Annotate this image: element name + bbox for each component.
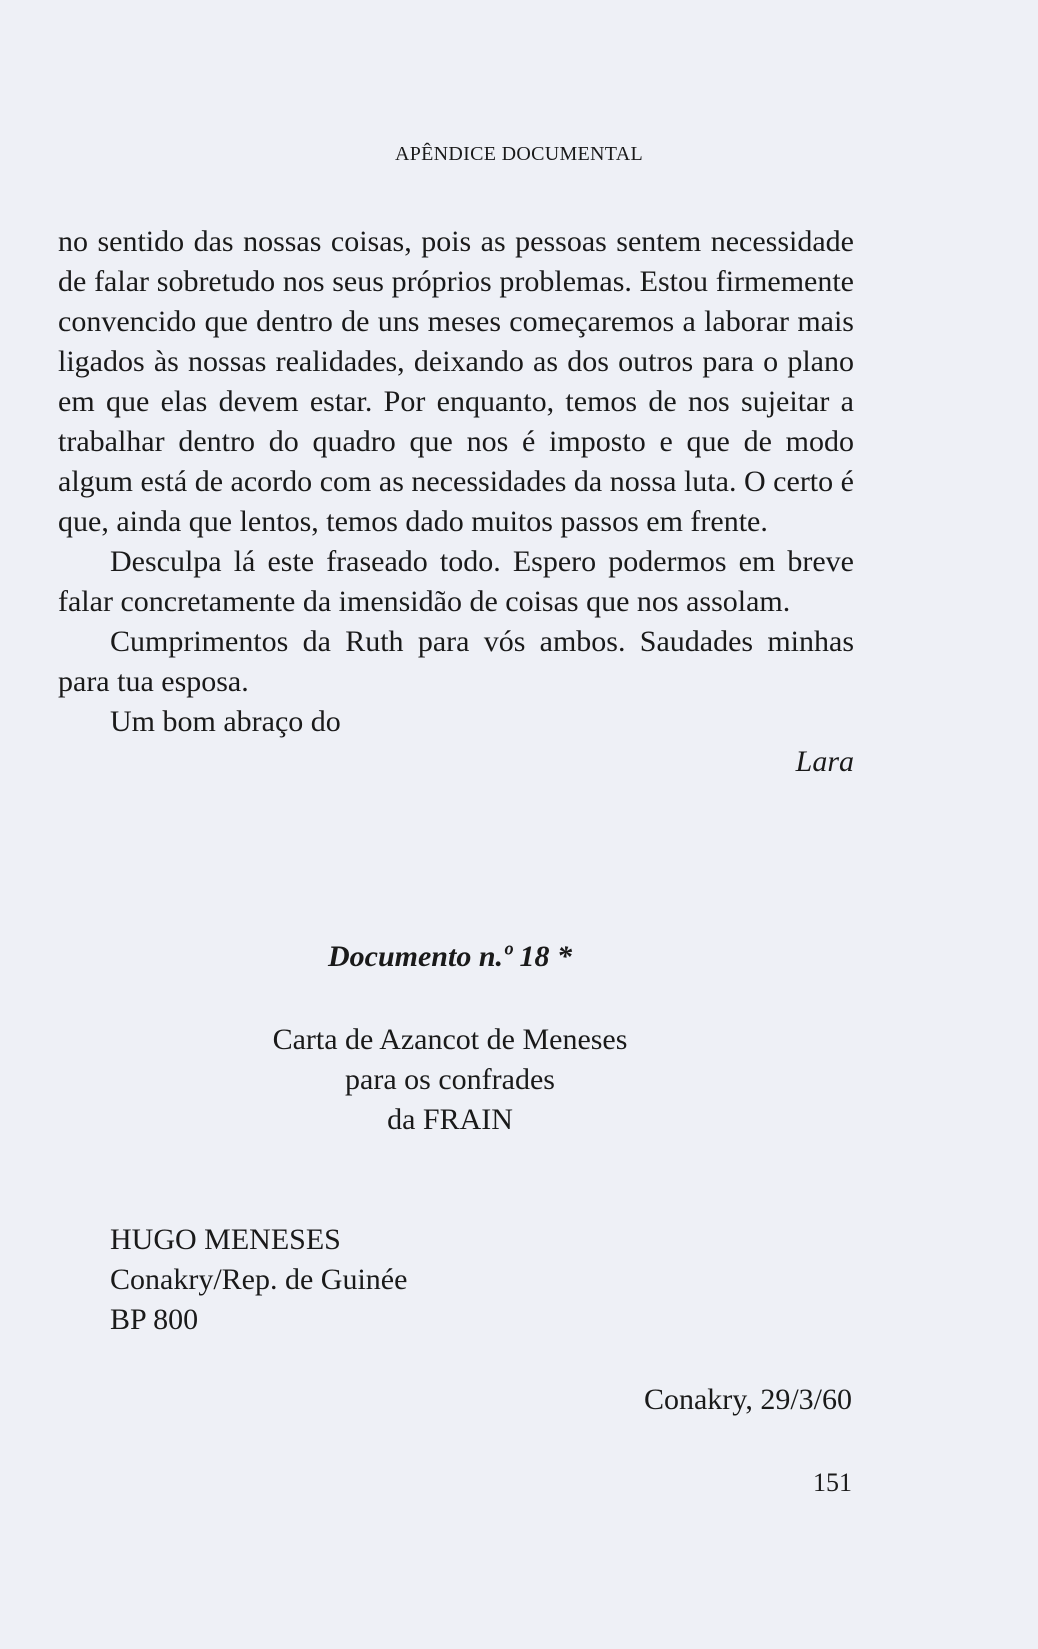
letter-paragraph-2: Desculpa lá este fraseado todo. Espero podermos em breve falar concretamente da imensidão de coisas que nos assolam. xyxy=(58,545,854,618)
document-heading: Documento n.º 18 * xyxy=(327,940,572,973)
letter-paragraph-1: no sentido das nossas coisas, pois as pessoas sentem necessidade de falar sobretudo nos seus próprios problemas. Estou firmemente convencido que dentro de uns meses começaremos a laborar mais ligados às nossas realidades, deixando as dos outros para o plano em que elas devem estar. Por enquanto, temos de nos sujeitar a trabalhar dentro do quadro que nos é imposto e que de modo algum está de acordo com as necessidades da nossa luta. O certo é que, ainda que lentos, temos dado muitos passos em frente. xyxy=(58,225,854,538)
letter-paragraph-3: Cumprimentos da Ruth para vós ambos. Saudades minhas para tua esposa. xyxy=(58,625,854,698)
running-head: APÊNDICE DOCUMENTAL xyxy=(395,143,643,165)
document-subtitle-line: para os confrades xyxy=(345,1063,555,1096)
letter-body xyxy=(58,222,854,782)
letter-signature: Lara xyxy=(795,745,854,778)
document-subtitle xyxy=(0,1020,900,1140)
page-number: 151 xyxy=(813,1468,852,1497)
address-line: BP 800 xyxy=(110,1303,199,1336)
document-subtitle-line: Carta de Azancot de Meneses xyxy=(272,1023,628,1056)
sender-address xyxy=(110,1220,407,1340)
address-line: HUGO MENESES xyxy=(110,1223,341,1256)
dateline: Conakry, 29/3/60 xyxy=(643,1383,852,1416)
address-line: Conakry/Rep. de Guinée xyxy=(110,1263,408,1296)
document-subtitle-line: da FRAIN xyxy=(387,1103,513,1136)
letter-paragraph-4: Um bom abraço do xyxy=(110,705,341,738)
